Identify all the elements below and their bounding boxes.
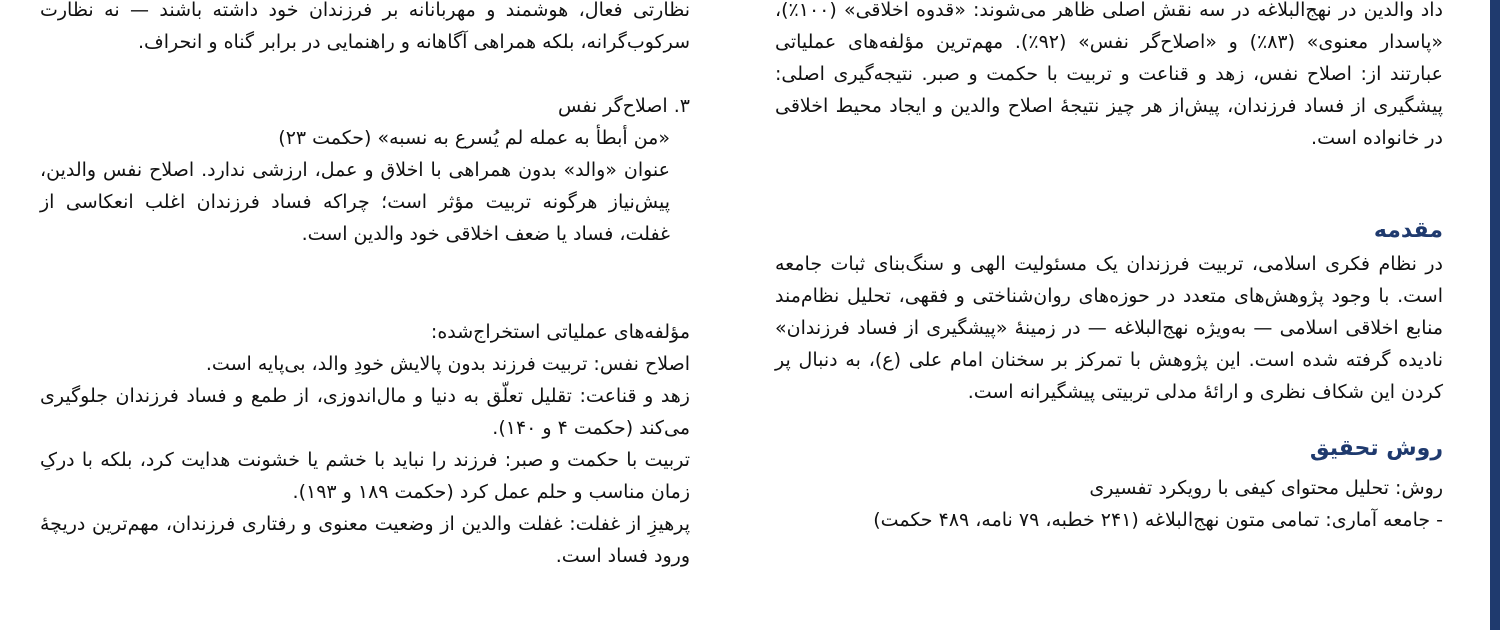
component-item: اصلاح نفس: تربیت فرزند بدون پالایش خودِ والد، بی‌پایه است. (205, 353, 690, 375)
method-line: روش: تحلیل محتوای کیفی با رویکرد تفسیری (1089, 477, 1443, 499)
component-item: پرهیزِ از غفلت: غفلت والدین از وضعیت معنوی و رفتاری فرزندان، مهم‌ترین دریچهٔ ورود فساد است. (40, 513, 690, 567)
intro-heading: مقدمه (1373, 218, 1443, 243)
components-title: مؤلفه‌های عملیاتی استخراج‌شده: (430, 321, 690, 343)
component-item: زهد و قناعت: تقلیل تعلّق به دنیا و مال‌اندوزی، از طمع و فساد فرزندان جلوگیری می‌کند (حکمت ۴ و ۱۴۰). (40, 385, 690, 439)
abstract-tail: داد والدین در نهج‌البلاغه در سه نقش اصلی ظاهر می‌شوند: «قدوه اخلاقی» (۱۰۰٪)، «پاسدار معنوی» (۸۳٪) و «اصلاح‌گر نفس» (۹۲٪). مهم‌ترین مؤلفه‌های عملیاتی عبارتند از: اصلاح نفس، زهد و قناعت و تربیت با حکمت و صبر. نتیجه‌گیری اصلی: پیشگیری از فساد فرزندان، پیش‌از هر چیز نتیجهٔ اصلاح والدین و ایجاد محیط اخلاقی در خانواده است. (775, 0, 1443, 149)
intro-paragraph: در نظام فکری اسلامی، تربیت فرزندان یک مسئولیت الهی و سنگ‌بنای ثبات جامعه است. با وجود پژوهش‌های متعدد در حوزه‌های روان‌شناختی و فقهی، تحلیل نظام‌مند منابع اخلاقی اسلامی — به‌ویژه نهج‌البلاغه — در زمینهٔ «پیشگیری از فساد فرزندان» نادیده گرفته شده است. این پژوهش با تمرکز بر سخنان امام علی (ع)، به دنبال پر کردن این شکاف نظری و ارائهٔ مدلی تربیتی پیشگیرانه است. (775, 253, 1443, 403)
population-line: - جامعه آماری: تمامی متون نهج‌البلاغه (۲۴۱ خطبه، ۷۹ نامه، ۴۸۹ حکمت) (873, 509, 1443, 531)
left-column (40, 0, 690, 572)
right-column (775, 0, 1443, 536)
component-item: تربیت با حکمت و صبر: فرزند را نباید با خشم یا خشونت هدایت کرد، بلکه با درکِ زمان مناسب و حلم عمل کرد (حکمت ۱۸۹ و ۱۹۳). (40, 449, 690, 503)
section3-paragraph: عنوان «والد» بدون همراهی با اخلاق و عمل، ارزشی ندارد. اصلاح نفس والدین، پیش‌نیاز هرگونه تربیت مؤثر است؛ چراکه فساد فرزندان اغلب انعکاسی از غفلت، فساد یا ضعف اخلاقی خود والدین است. (40, 159, 670, 245)
page-edge-bar (1490, 0, 1500, 630)
left-top-paragraph: نظارتی فعال، هوشمند و مهربانانه بر فرزندان خود داشته باشند — نه نظارت سرکوب‌گرانه، بلکه همراهی آگاهانه و راهنمایی در برابر گناه و انحراف. (40, 0, 690, 53)
section3-quote: «من أبطأ به عمله لم یُسرع به نسبه» (حکمت ۲۳) (278, 127, 670, 149)
section3-title: ۳. اصلاح‌گر نفس (557, 95, 690, 117)
method-heading: روش تحقیق (1309, 436, 1443, 461)
